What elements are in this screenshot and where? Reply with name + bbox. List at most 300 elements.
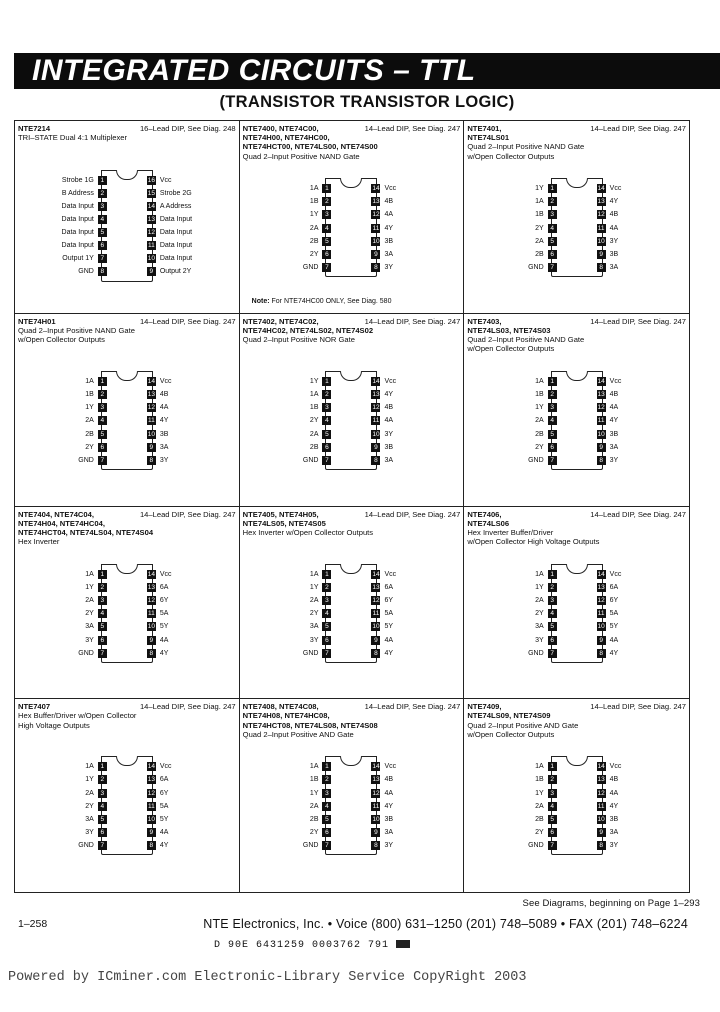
pin-label: 5A	[609, 610, 619, 618]
ic-cell	[240, 314, 465, 507]
pin-label: Strobe 2G	[159, 190, 192, 197]
pin-number: 8	[371, 649, 380, 658]
dip-package	[302, 757, 397, 855]
pin-label: GND	[528, 649, 544, 657]
pin-label: GND	[302, 842, 319, 850]
pin-label: 2B	[535, 816, 544, 824]
pin-label: 5A	[159, 802, 169, 810]
pin-number: 4	[98, 215, 107, 224]
pin-number: 13	[597, 390, 605, 398]
pin-number: 2	[98, 390, 107, 399]
pin-number: 10	[597, 623, 605, 631]
pin-label: 1Y	[535, 583, 544, 591]
pin-label: GND	[528, 264, 544, 272]
pin-number: 12	[372, 211, 380, 219]
pin-number: 5	[98, 815, 107, 824]
dip-package	[302, 372, 397, 470]
ic-cell	[15, 121, 240, 314]
pin-label: 2A	[85, 789, 94, 797]
pin-label: GND	[528, 842, 544, 850]
pin-label: 4A	[384, 636, 394, 644]
pin-label: Vcc	[159, 570, 172, 578]
pin-label: 3B	[384, 237, 394, 245]
pin-number: 14	[147, 377, 155, 385]
pin-number: 13	[147, 583, 155, 591]
pin-label: Vcc	[609, 570, 622, 578]
ic-cell	[464, 314, 689, 507]
pin-number: 5	[548, 815, 557, 824]
pin-number: 4	[98, 802, 107, 811]
pin-label: 3B	[609, 430, 619, 438]
pin-label: 4A	[384, 789, 394, 797]
pin-number: 14	[372, 185, 380, 192]
pin-label: Data Input	[159, 255, 193, 262]
pin-label: 1A	[535, 570, 544, 578]
pin-number: 4	[98, 416, 107, 425]
pin-number: 10	[597, 816, 605, 824]
pin-number: 9	[371, 250, 380, 259]
part-numbers: NTE7408, NTE74C08,	[242, 702, 319, 712]
pin-label: 3A	[384, 829, 394, 837]
pin-number: 14	[372, 377, 380, 385]
pin-label: 3Y	[384, 842, 394, 850]
pin-label: 6A	[159, 776, 169, 784]
pin-label: 4B	[609, 776, 619, 784]
pin-number: 1	[548, 762, 557, 771]
pin-number: 7	[98, 649, 107, 658]
pin-label: 3B	[609, 251, 619, 258]
pin-label: 4A	[384, 211, 394, 219]
pin-number: 1	[548, 570, 557, 579]
pin-label: 4Y	[384, 390, 394, 398]
page-title: INTEGRATED CIRCUITS – TTL	[32, 54, 476, 87]
ic-header	[243, 510, 461, 538]
pin-label: 1Y	[309, 211, 319, 219]
pin-number: 10	[372, 623, 380, 631]
pin-number: 14	[597, 570, 605, 578]
pin-label: GND	[78, 268, 94, 275]
pin-number: 7	[322, 841, 331, 850]
cell-note-text: For NTE74HC00 ONLY, See Diag. 580	[271, 297, 392, 305]
pin-number: 1	[548, 377, 557, 386]
pin-number: 8	[597, 649, 606, 658]
pin-number: 11	[372, 224, 380, 232]
pin-label: 1A	[309, 763, 319, 771]
pin-label: GND	[78, 842, 94, 850]
pin-label: 4A	[159, 829, 169, 837]
pin-label: 2B	[85, 430, 94, 438]
pin-number: 3	[322, 210, 331, 219]
pin-label: 4B	[159, 390, 169, 398]
pin-number: 8	[597, 456, 606, 465]
pin-label: 6Y	[384, 596, 394, 604]
pin-number: 6	[548, 443, 557, 452]
pin-label: 2Y	[85, 610, 94, 618]
pin-number: 14	[372, 763, 380, 771]
ic-description: Quad 2–Input Positive AND Gate w/Open Collector Outputs	[467, 720, 579, 739]
pin-number: 5	[98, 622, 107, 631]
pin-number: 13	[597, 583, 605, 591]
pin-label: 5Y	[384, 623, 394, 631]
pin-label: 1A	[535, 763, 544, 771]
pin-number: 9	[597, 636, 606, 645]
pin-number: 2	[548, 583, 557, 592]
pin-label: 4Y	[384, 802, 394, 810]
pin-label: 4Y	[609, 198, 619, 206]
pin-label: 3A	[159, 443, 169, 451]
pin-label: 5Y	[159, 816, 169, 824]
package-info: 14–Lead DIP, See Diag. 247	[139, 316, 236, 326]
ic-header	[467, 124, 686, 161]
dip-package	[78, 565, 172, 663]
part-numbers-cont: NTE74LS05, NTE74S05	[242, 518, 326, 528]
pin-number: 11	[597, 802, 605, 810]
part-numbers: NTE7403,	[467, 316, 502, 326]
pin-number: 1	[98, 570, 107, 579]
pin-number: 12	[597, 789, 605, 797]
pin-number: 13	[597, 198, 605, 206]
pin-number: 11	[372, 610, 380, 618]
pin-label: Output 2Y	[159, 268, 192, 275]
pin-label: 1Y	[309, 377, 319, 385]
pin-number: 6	[322, 636, 331, 645]
pin-number: 7	[322, 456, 331, 465]
pin-label: 4Y	[159, 649, 169, 657]
pin-number: 10	[372, 237, 380, 245]
pin-number: 8	[147, 841, 156, 850]
pin-label: 2A	[309, 224, 319, 232]
pin-number: 3	[98, 789, 107, 798]
pin-number: 9	[147, 443, 156, 452]
pin-label: 2A	[309, 802, 319, 810]
pin-number: 11	[597, 417, 605, 425]
pin-number: 3	[322, 596, 331, 605]
pin-label: 4B	[384, 776, 394, 784]
part-numbers: NTE7401,	[467, 124, 502, 133]
pin-label: GND	[528, 456, 544, 464]
pin-label: 3Y	[535, 636, 544, 644]
ic-description: Quad 2–Input Positive NAND Gate	[242, 151, 360, 161]
pin-number: 13	[147, 216, 155, 223]
pin-label: 1Y	[85, 404, 94, 412]
pin-label: 3Y	[384, 264, 394, 272]
ic-header	[18, 317, 236, 345]
ic-description: Quad 2–Input Positive NAND Gate w/Open Collector Outputs	[467, 335, 585, 354]
ic-cell	[464, 507, 689, 700]
pin-number: 6	[322, 250, 331, 259]
package-info: 14–Lead DIP, See Diag. 247	[364, 124, 461, 133]
part-numbers-cont: NTE74LS09, NTE74S09	[467, 711, 551, 721]
pin-label: 3A	[384, 456, 394, 464]
pin-number: 5	[98, 228, 107, 237]
pin-label: 2A	[85, 417, 94, 425]
pin-label: 2Y	[85, 802, 94, 810]
see-diagrams-note: See Diagrams, beginning on Page 1–293	[522, 898, 700, 909]
pin-number: 5	[548, 430, 557, 439]
pin-label: 1B	[85, 390, 94, 398]
pin-label: Vcc	[159, 377, 172, 385]
scan-code-text: D 90E 6431259 0003762 791	[214, 940, 390, 951]
pin-label: Vcc	[384, 377, 397, 385]
pin-label: 2A	[85, 596, 94, 604]
pin-number: 12	[147, 404, 155, 412]
pin-label: GND	[302, 456, 319, 464]
part-numbers: NTE7407	[18, 702, 51, 712]
pin-label: 6A	[609, 583, 619, 591]
pin-label: 4A	[384, 417, 394, 425]
pin-number: 12	[597, 596, 605, 604]
pin-number: 7	[322, 649, 331, 658]
pin-label: Vcc	[159, 763, 172, 771]
pin-label: 2Y	[85, 443, 94, 451]
pin-number: 3	[98, 596, 107, 605]
pin-number: 9	[147, 267, 156, 276]
pin-label: 2B	[309, 816, 319, 824]
pin-label: 4B	[609, 390, 619, 398]
ic-description: Quad 2–Input Positive NAND Gate w/Open Collector Outputs	[18, 325, 135, 345]
pin-label: 3A	[609, 829, 619, 837]
pin-number: 4	[548, 802, 557, 811]
pin-number: 9	[597, 828, 606, 837]
page-banner	[14, 53, 720, 89]
pin-number: 13	[372, 390, 380, 398]
ic-header	[18, 510, 236, 547]
pin-label: 1A	[85, 570, 94, 578]
pin-number: 3	[322, 403, 331, 412]
pin-number: 14	[597, 377, 605, 385]
part-numbers: NTE7214	[18, 124, 51, 133]
pin-label: 6A	[384, 583, 394, 591]
pin-number: 7	[322, 263, 331, 272]
dip-package	[528, 372, 622, 470]
part-numbers: NTE7400, NTE74C00,	[242, 124, 319, 133]
pin-number: 10	[147, 623, 155, 631]
pin-label: 2B	[535, 430, 544, 438]
pin-label: 6Y	[159, 789, 169, 797]
pin-label: 2A	[535, 417, 544, 425]
pin-number: 1	[322, 184, 331, 193]
pin-label: Data Input	[61, 229, 94, 236]
ic-header	[467, 317, 686, 354]
pin-label: Data Input	[61, 216, 94, 223]
pin-label: 2Y	[535, 610, 544, 618]
pin-number: 2	[322, 775, 331, 784]
pin-number: 2	[548, 390, 557, 399]
ic-header	[467, 510, 686, 547]
pin-number: 6	[548, 828, 557, 837]
package-info: 14–Lead DIP, See Diag. 247	[590, 509, 686, 519]
pin-label: 4A	[609, 636, 619, 644]
part-numbers: NTE7404, NTE74C04,	[18, 509, 94, 519]
part-numbers-cont: NTE74LS03, NTE74S03	[467, 325, 551, 335]
pin-number: 2	[98, 583, 107, 592]
pin-number: 6	[548, 250, 557, 259]
ic-header	[467, 702, 686, 739]
ic-description: Hex Inverter Buffer/Driver w/Open Collector High Voltage Outputs	[467, 527, 600, 547]
pin-label: 3Y	[85, 829, 94, 837]
dip-package	[528, 757, 622, 855]
pin-number: 10	[147, 255, 155, 262]
pin-label: 4A	[159, 636, 169, 644]
pin-label: 4Y	[609, 649, 619, 657]
ic-description: Quad 2–Input Positive NAND Gate w/Open Collector Outputs	[467, 142, 585, 161]
pin-label: Vcc	[384, 763, 397, 771]
pin-number: 3	[322, 789, 331, 798]
pin-label: 1Y	[309, 789, 319, 797]
pin-number: 4	[322, 224, 331, 233]
powered-by-footer: Powered by ICminer.com Electronic-Library Service CopyRight 2003	[8, 970, 527, 985]
pin-label: 3A	[85, 623, 94, 631]
pin-number: 2	[548, 775, 557, 784]
pin-label: 1A	[309, 570, 319, 578]
scan-code	[214, 940, 410, 951]
pin-number: 8	[371, 841, 380, 850]
pin-number: 10	[372, 430, 380, 438]
pin-label: 6Y	[609, 596, 619, 604]
pin-number: 12	[147, 596, 155, 604]
pin-number: 14	[147, 570, 155, 578]
package-info: 14–Lead DIP, See Diag. 247	[139, 509, 236, 519]
pin-number: 3	[548, 403, 557, 412]
part-numbers-cont: NTE74H04, NTE74HC04, NTE74HCT04, NTE74LS04, NTE74S04	[18, 518, 154, 537]
ic-cell	[15, 507, 240, 700]
pin-label: 2A	[535, 802, 544, 810]
pin-label: 1A	[85, 763, 94, 771]
ic-description: TRI–STATE Dual 4:1 Multiplexer	[18, 133, 128, 143]
pin-number: 10	[597, 237, 605, 245]
ic-description: Hex Inverter w/Open Collector Outputs	[242, 527, 374, 537]
pin-number: 3	[548, 210, 557, 219]
pin-number: 3	[98, 202, 107, 211]
pin-label: 1B	[309, 198, 319, 206]
pin-number: 1	[322, 377, 331, 386]
pin-number: 8	[98, 267, 107, 276]
pin-number: 9	[371, 443, 380, 452]
pin-number: 5	[322, 237, 331, 246]
package-info: 14–Lead DIP, See Diag. 247	[590, 316, 686, 326]
ic-header	[18, 702, 236, 730]
pin-number: 12	[372, 596, 380, 604]
pin-number: 7	[98, 841, 107, 850]
pin-number: 10	[147, 816, 155, 824]
pin-number: 3	[98, 403, 107, 412]
pin-number: 14	[597, 763, 605, 771]
pin-label: 6A	[159, 583, 169, 591]
pin-label: 4Y	[159, 417, 169, 425]
pin-number: 9	[371, 828, 380, 837]
pin-label: 4B	[384, 198, 394, 206]
pin-number: 5	[322, 622, 331, 631]
dip-package	[61, 171, 193, 282]
pin-number: 12	[597, 404, 605, 412]
pin-number: 2	[548, 197, 557, 206]
pin-number: 13	[372, 776, 380, 784]
pin-number: 12	[372, 404, 380, 412]
scan-block-mark	[396, 940, 410, 948]
pin-label: 3B	[384, 443, 394, 451]
ic-header	[243, 317, 461, 345]
ic-cell	[464, 699, 689, 892]
pin-number: 5	[322, 815, 331, 824]
pin-label: 5A	[159, 610, 169, 618]
pin-label: Strobe 1G	[61, 177, 94, 184]
pin-label: Data Input	[61, 242, 94, 249]
part-numbers: NTE7402, NTE74C02,	[242, 316, 319, 326]
pin-label: 2Y	[309, 610, 319, 618]
pin-label: 2Y	[535, 443, 544, 451]
package-info: 14–Lead DIP, See Diag. 247	[590, 124, 686, 133]
pin-label: 2Y	[309, 829, 319, 837]
pin-number: 1	[322, 570, 331, 579]
pin-label: 3B	[609, 816, 619, 824]
pin-number: 1	[98, 176, 107, 185]
pin-label: 4B	[384, 404, 394, 412]
pin-label: 1Y	[535, 404, 544, 412]
ic-cell	[464, 121, 689, 314]
pin-label: 2B	[309, 443, 319, 451]
cell-note-label: Note:	[251, 297, 270, 305]
pin-label: GND	[302, 649, 319, 657]
pin-number: 7	[98, 456, 107, 465]
ic-header	[18, 124, 236, 142]
pin-number: 6	[548, 636, 557, 645]
pin-label: 2Y	[535, 829, 544, 837]
pin-number: 13	[147, 390, 155, 398]
pin-label: 3Y	[159, 456, 169, 464]
pin-label: 1B	[309, 404, 319, 412]
package-info: 14–Lead DIP, See Diag. 247	[364, 702, 461, 712]
pin-number: 6	[322, 443, 331, 452]
pin-number: 8	[147, 649, 156, 658]
pin-label: 2Y	[535, 224, 544, 232]
ic-cell	[240, 121, 465, 314]
pin-number: 11	[372, 417, 380, 425]
pin-number: 4	[548, 609, 557, 618]
pin-number: 13	[372, 583, 380, 591]
pin-label: GND	[78, 649, 94, 657]
pin-label: 1A	[309, 185, 319, 192]
pin-number: 8	[597, 841, 606, 850]
pin-label: 1B	[535, 776, 544, 784]
pin-number: 5	[98, 430, 107, 439]
pin-number: 2	[322, 197, 331, 206]
package-info: 14–Lead DIP, See Diag. 247	[139, 702, 236, 712]
pin-number: 4	[98, 609, 107, 618]
ic-header	[243, 124, 461, 161]
page-subtitle: (TRANSISTOR TRANSISTOR LOGIC)	[219, 93, 515, 111]
pin-number: 6	[98, 828, 107, 837]
pin-number: 16	[147, 177, 155, 184]
package-info: 14–Lead DIP, See Diag. 247	[364, 509, 461, 519]
pin-label: GND	[302, 264, 319, 272]
pin-label: Output 1Y	[62, 255, 94, 262]
pin-number: 11	[147, 802, 155, 810]
pin-label: 3A	[609, 264, 619, 272]
pin-label: 1Y	[85, 583, 94, 591]
pin-label: 1Y	[309, 583, 319, 591]
pin-number: 7	[548, 456, 557, 465]
pin-label: 1Y	[535, 185, 544, 192]
pin-label: Data Input	[159, 216, 193, 223]
pin-number: 9	[371, 636, 380, 645]
pin-label: 1Y	[85, 776, 94, 784]
pin-number: 4	[322, 802, 331, 811]
pin-number: 3	[548, 789, 557, 798]
pin-number: 14	[372, 570, 380, 578]
pin-label: 2B	[535, 251, 544, 258]
pin-number: 8	[147, 456, 156, 465]
pin-number: 12	[147, 229, 155, 236]
